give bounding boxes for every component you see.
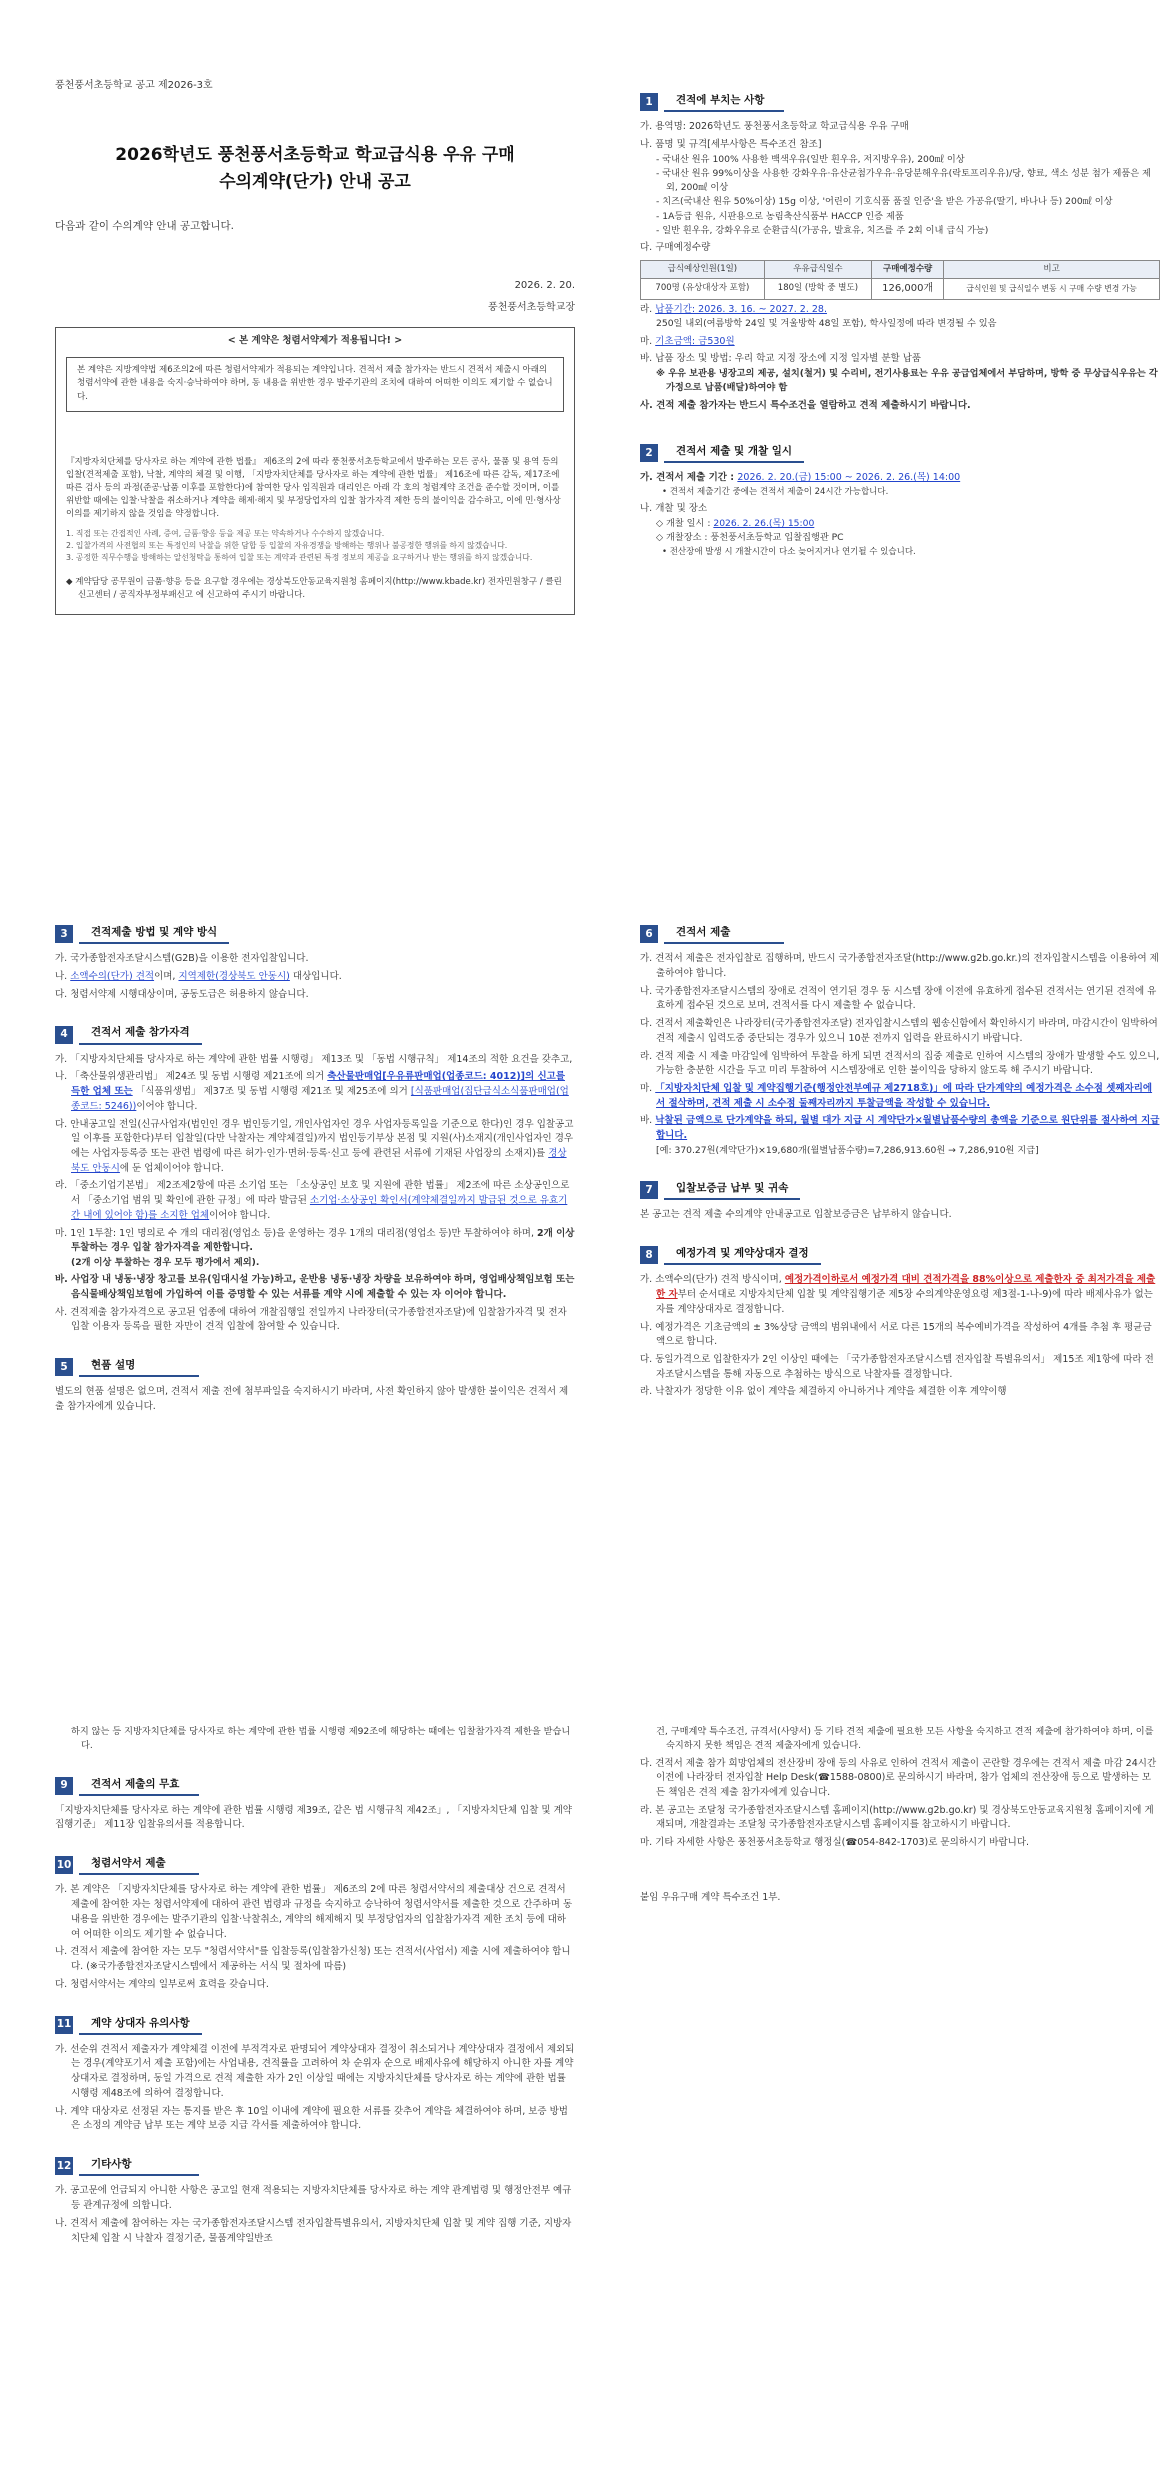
text-fragment: 마. 1인 1투찰: 1인 명의로 수 개의 대리점(영업소 등)을 운영하는 경우 1개의 대리점(영업소 등)만 투찰하여야 하며, xyxy=(55,1227,537,1239)
text-fragment: 「식품위생법」 제37조 및 동법 시행령 제21조 및 제25조에 의거 xyxy=(132,1086,411,1098)
misc-b-continued: 건, 구매계약 특수조건, 규격서(사양서) 등 기타 견적 제출에 필요한 모든 사항을 숙지하고 견적 제출에 참가하여야 하며, 이를 숙지하지 못한 책임은 견적 제출자에게 있습니다. xyxy=(656,1726,1154,1752)
decision-d-continued: 하지 않는 등 지방자치단체를 당사자로 하는 계약에 관한 법률 시행령 제92조에 해당하는 때에는 입찰참가자격 제한을 받습니다. xyxy=(71,1726,571,1752)
section-title: 견적서 제출 참가자격 xyxy=(79,1024,202,1044)
section-12-header xyxy=(55,2156,575,2176)
intro-text: 다음과 같이 수의계약 안내 공고합니다. xyxy=(55,219,234,232)
opening-date-value: 2026. 2. 26.(목) 15:00 xyxy=(713,518,815,530)
submission-period-value: 2026. 2. 20.(금) 15:00 ~ 2026. 2. 26.(목) 14:00 xyxy=(737,472,961,484)
opening-note: • 전산장애 발생 시 개찰시간이 다소 늦어지거나 연기될 수 있습니다. xyxy=(662,546,916,557)
list-item: 3. 공정한 직무수행을 방해하는 알선청탁을 통하여 입찰 또는 계약과 관련된 특정 정보의 제공을 요구하거나 받는 행위를 하지 않겠습니다. xyxy=(66,552,533,562)
document-title xyxy=(55,142,575,196)
payment-rule: 낙찰된 금액으로 단가계약을 하되, 월별 대가 지급 시 계약단가×월별납품수량의 총액을 기준으로 원단위를 절사하여 지급합니다. xyxy=(655,1115,1160,1142)
decimal-rule: 「지방자치단체 입찰 및 계약집행기준(행정안전부예규 제2718호)」에 따라 단가계약의 예정가격은 소수점 셋째자리에서 절삭하며, 견적 제출 시 소수점 둘째자리까지 투찰금액을 작성할 수 있습니다. xyxy=(655,1083,1153,1109)
misc-c: 다. 견적서 제출 참가 희망업체의 전산장비 장애 등의 사유로 인하여 견적서 제출이 곤란할 경우에는 견적서 제출 마감 24시간 이전에 나라장터 전자입찰 Help Desk(☎1588-0800)로 문의하시기 바라며, 참가 업체의 전산장애 등으로 발생하는 모든 책임은 견적 제출 참가자에게 있습니다. xyxy=(640,1757,1157,1798)
contract-type: 소액수의(단가) 견적 xyxy=(70,970,155,982)
section-title: 예정가격 및 계약상대자 결정 xyxy=(664,1245,821,1265)
contractor-a: 가. 선순위 견적서 제출자가 계약체결 이전에 부적격자로 판명되어 계약상대자 결정이 취소되거나 계약상대자 결정에서 제외되는 경우(계약포기서 제출 포함)에는 사업내용, 견적률을 고려하여 차 순위자 순으로 배제사유에 해당하지 아니한 자를 계약상대자로 결정하며, 동일 가격으로 견적 제출한 자가 2인 이상일 때에는 지방자치단체를 당사자로 하는 계약에 관한 법률 시행령 제48조에 의하여 결정합니다. xyxy=(55,2043,575,2099)
section-title: 입찰보증금 납부 및 귀속 xyxy=(664,1180,800,1200)
submit-a: 가. 견적서 제출은 전자입찰로 집행하며, 반드시 국가종합전자조달(http://www.g2b.go.kr.)의 전자입찰시스템을 이용하여 제출하여야 합니다. xyxy=(640,953,1159,979)
ethics-box-inner: 본 계약은 지방계약법 제6조의2에 따른 청렴서약제가 적용되는 계약입니다. 견적서 제출 참가자는 반드시 견적서 제출시 아래의 청렴서약에 관한 내용을 숙지·승낙하여야 하며, 동 내용을 위반한 경우 발주기관의 조치에 대하여 어떠한 이의도 제기할 수 없습니다. xyxy=(66,357,564,412)
section-11-header xyxy=(55,2015,575,2035)
ethics-box-list xyxy=(66,528,564,564)
qual-b xyxy=(55,1070,575,1114)
ethics-box xyxy=(55,327,575,615)
table-cell: 180일 (방학 중 별도) xyxy=(764,279,871,300)
section-title: 견적서 제출 xyxy=(664,924,784,944)
quantity-table xyxy=(640,260,1160,300)
table-header: 비고 xyxy=(944,260,1160,278)
pledge-a: 가. 본 계약은 「지방자치단체를 당사자로 하는 계약에 관한 법률」 제6조의 2에 따른 청렴서약서의 제출대상 건으로 견적서 제출에 참여한 자는 청렴서약제에 대하여 관련 법령과 규정을 숙지하고 승낙하여 청렴서약서를 제출한 것으로 간주하며 동 내용을 위반한 경우에는 발주기관의 입찰·낙찰취소, 계약의 해제해지 및 부정당업자의 입찰참가자격 제한 조치 등에 대하여 어떠한 이의도 제기할 수 없습니다. xyxy=(55,1884,573,1940)
service-name: 가. 용역명: 2026학년도 풍천풍서초등학교 학교급식용 우유 구매 xyxy=(640,121,909,133)
one-bid-note: (2개 이상 투찰하는 경우 모두 평가에서 제외). xyxy=(71,1257,260,1269)
section-number: 5 xyxy=(55,1358,73,1376)
item-explanation: 별도의 현품 설명은 없으며, 견적서 제출 전에 첨부파일을 숙지하시기 바라며, 사전 확인하지 않아 발생한 불이익은 견적서 제출 참가자에게 있습니다. xyxy=(55,1386,569,1413)
item-label: 바. xyxy=(640,1115,656,1127)
decision-a xyxy=(640,1273,1160,1317)
item-label: 마. xyxy=(640,335,656,347)
one-bid-rule: 2개 이상 투찰하는 경우 입찰 참가자격을 제한합니다. xyxy=(71,1227,575,1254)
section-title: 견적서 제출의 무효 xyxy=(79,1776,199,1796)
section-title: 청렴서약서 제출 xyxy=(79,1855,199,1875)
delivery-period xyxy=(640,303,1160,318)
pledge-c: 다. 청렴서약서는 계약의 일부로써 효력을 갖습니다. xyxy=(55,1978,269,1990)
text-fragment: 에 둔 업체이어야 합니다. xyxy=(119,1162,224,1174)
text-fragment: 다. 안내공고일 전일(신규사업자(법인인 경우 법인등기일, 개인사업자인 경우 사업자등록일을 기준으로 한다)인 경우 입찰공고일 이후를 포함한다)부터 입찰일(다만 낙찰자는 계약체결일)까지 법인등기부상 본점 및 지원(사)소재지(개인사업자인 경우에는 사업자등록증 또는 관련 법령에 따른 허가·인가·면허·등록·신고 등에 관련된 서류에 기재된 사업장의 소재지)를 xyxy=(55,1118,574,1159)
list-item: 1. 직접 또는 간접적인 사례, 증여, 금품·향응 등을 제공 또는 약속하거나 수수하지 않겠습니다. xyxy=(66,528,385,538)
invalid-text: 「지방자치단체를 당사자로 하는 계약에 관한 법률 시행령 제39조, 같은 법 시행규칙 제42조」, 「지방자치단체 입찰 및 계약집행기준」 제11장 입찰유의서를 적용합니다. xyxy=(55,1804,572,1831)
table-cell: 126,000개 xyxy=(872,279,944,300)
submission-period xyxy=(640,471,1160,486)
list-item: 2. 입찰가격의 사전협의 또는 특정인의 낙찰을 위한 담합 등 입찰의 자유경쟁을 방해하는 행위나 불공정한 행위를 하지 않겠습니다. xyxy=(66,540,508,550)
text-fragment: 이어야 합니다. xyxy=(209,1209,271,1221)
section-number: 9 xyxy=(55,1777,73,1795)
section-number: 11 xyxy=(55,2016,73,2034)
item-label: ◇ 개찰 일시 : xyxy=(656,518,714,530)
decision-d: 라. 낙찰자가 정당한 이유 없이 계약을 체결하지 아니하거나 계약을 체결한 이후 계약이행 xyxy=(640,1386,1007,1398)
ethics-box-title: < 본 계약은 청렴서약제가 적용됩니다! > xyxy=(227,335,403,347)
method-b xyxy=(55,970,575,985)
page-1 xyxy=(55,78,575,615)
opening-label: 나. 개찰 및 장소 xyxy=(640,503,708,515)
business-type-1: 축산물판매업[우유류판매업(업종코드: 4012)]의 신고를 득한 업체 또는 xyxy=(71,1071,566,1098)
list-item: - 치즈(국내산 원유 50%이상) 15g 이상, '어린이 기호식품 품질 인증'을 받은 가공유(딸기, 바나나 등) 200㎖ 이상 xyxy=(656,196,1113,208)
section-number: 2 xyxy=(640,444,658,462)
text-fragment: 라. 「중소기업기본법」 제2조제2항에 따른 소기업 또는 「소상공인 보호 및 지원에 관한 법률」 제2조에 따른 소상공인으로서 「중소기업 범위 및 확인에 관한 규정」에 따라 발급된 xyxy=(55,1180,570,1207)
table-row xyxy=(641,279,1160,300)
misc-e: 마. 기타 자세한 사항은 풍천풍서초등학교 행정실(☎054-842-1703)로 문의하시기 바랍니다. xyxy=(640,1837,1030,1849)
contractor-b: 나. 계약 대상자로 선정된 자는 통지를 받은 후 10일 이내에 계약에 필요한 서류를 갖추어 계약을 체결하여야 하며, 보증 방법은 소정의 계약금 납부 또는 계약 보증 지급 각서를 제출하여야 합니다. xyxy=(55,2105,568,2132)
section-5-header xyxy=(55,1357,575,1377)
text-fragment: 가. 소액수의(단가) 견적 방식이며, xyxy=(640,1274,785,1286)
qual-d xyxy=(55,1179,575,1223)
method-a: 가. 국가종합전자조달시스템(G2B)을 이용한 전자입찰입니다. xyxy=(55,953,309,965)
section-4-header xyxy=(55,1024,575,1044)
special-conditions-notice: 사. 견적 제출 참가자는 반드시 특수조건을 열람하고 견적 제출하시기 바랍니다. xyxy=(640,399,971,411)
section-2-header xyxy=(640,443,1160,463)
submit-d: 라. 견적 제출 시 제출 마감일에 임박하여 투찰을 하게 되면 견적서의 집중 제출로 인하여 시스템의 장애가 발생할 수도 있으니, 가능한 충분한 시간을 두고 미리 투찰하여 시스템장애로 인한 불이익을 당하지 않도록 해 주시기 바랍니다. xyxy=(640,1050,1160,1077)
text-fragment: 나. 「축산물위생관리법」 제24조 및 동법 시행령 제21조에 의거 xyxy=(55,1071,328,1083)
qual-f: 바. 사업장 내 냉동·냉장 창고를 보유(임대시설 가능)하고, 운반용 냉동·냉장 차량을 보유하여야 하며, 영업배상책임보험 또는 음식물배상책임보험에 가입하여 이를 증명할 수 있는 서류를 계약 시에 제출할 수 있는 자 이어야 합니다. xyxy=(55,1274,575,1300)
submit-e xyxy=(640,1082,1160,1111)
section-number: 8 xyxy=(640,1246,658,1264)
section-title: 기타사항 xyxy=(79,2156,199,2176)
table-header: 우유급식일수 xyxy=(764,260,871,278)
qual-e xyxy=(55,1227,575,1256)
table-header: 구매예정수량 xyxy=(872,260,944,278)
table-header-row xyxy=(641,260,1160,278)
page-6 xyxy=(640,1725,1160,1906)
qual-c xyxy=(55,1118,575,1177)
attachment-note: 붙임 우유구매 계약 특수조건 1부. xyxy=(640,1891,781,1903)
section-number: 10 xyxy=(55,1856,73,1874)
base-price xyxy=(640,335,1160,350)
opening-date xyxy=(640,517,1160,531)
section-3-header xyxy=(55,924,575,944)
section-number: 1 xyxy=(640,93,658,111)
section-title: 현품 설명 xyxy=(79,1357,199,1377)
item-label: 마. xyxy=(640,1083,656,1095)
base-price-value: 기초금액: 금530원 xyxy=(655,335,735,347)
section-title: 견적서 제출 및 개찰 일시 xyxy=(664,443,804,463)
section-title: 견적에 부치는 사항 xyxy=(664,92,784,112)
decision-b: 나. 예정가격은 기초금액의 ± 3%상당 금액의 범위내에서 서로 다른 15개의 복수예비가격을 작성하여 4개를 추첨 후 평균금액으로 합니다. xyxy=(640,1321,1152,1348)
qual-a: 가. 「지방자치단체를 당사자로 하는 계약에 관한 법률 시행령」 제13조 및 「동법 시행규칙」 제14조의 적한 요건을 갖추고, xyxy=(55,1053,573,1065)
page-5 xyxy=(55,1725,575,2246)
submit-c: 다. 견적서 제출확인은 나라장터(국가종합전자조달) 전자입찰시스템의 웹송신함에서 확인하시기 바라며, 마감시간이 임박하여 견적 제출시 입력도중 중단되는 경우가 있으니 10분 전까지 입력을 완료하시기 바랍니다. xyxy=(640,1018,1158,1044)
section-7-header xyxy=(640,1180,1160,1200)
delivery-place-note: ※ 우유 보관용 냉장고의 제공, 설치(철거) 및 수리비, 전기사용료는 우유 공급업체에서 부담하며, 방학 중 무상급식우유는 각 가정으로 납품(배달)하여야 함 xyxy=(656,368,1158,394)
section-number: 3 xyxy=(55,925,73,943)
item-label: 나. xyxy=(55,970,71,982)
misc-d: 라. 본 공고는 조달청 국가종합전자조달시스템 홈페이지(http://www.g2b.go.kr) 및 경상북도안동교육지원청 홈페이지에 게재되며, 개찰결과는 조달청 국가종합전자조달시스템 홈페이지를 참고하시기 바랍니다. xyxy=(640,1804,1154,1831)
section-number: 7 xyxy=(640,1181,658,1199)
text-fragment: 이어야 합니다. xyxy=(136,1100,198,1112)
delivery-note: 250일 내외(여름방학 24일 및 겨울방학 48일 포함), 학사일정에 따라 변경될 수 있음 xyxy=(656,318,997,330)
table-cell: 급식인원 및 급식일수 변동 시 구매 수량 변경 가능 xyxy=(944,279,1160,300)
deposit-text: 본 공고는 견적 제출 수의계약 안내공고로 입찰보증금은 납부하지 않습니다. xyxy=(640,1209,952,1221)
item-label: 라. xyxy=(640,303,656,315)
notice-date: 2026. 2. 20. xyxy=(514,280,575,292)
section-title: 계약 상대자 유의사항 xyxy=(79,2015,202,2035)
section-1-header xyxy=(640,92,1160,112)
page-3 xyxy=(55,910,575,1415)
table-cell: 700명 (유상대상자 포함) xyxy=(641,279,765,300)
principal-name: 풍천풍서초등학교장 xyxy=(488,301,575,313)
lowest-price-rule: 예정가격이하로서 예정가격 대비 견적가격을 88%이상으로 제출한자 중 최저가격을 제출한 자 xyxy=(656,1274,1156,1301)
text-fragment: 부터 순서대로 지방자치단체 입찰 및 계약집행기준 제5장 수의계약운영요령 제3절-1-나-9)에 따라 배제사유가 없는 자를 계약상대자로 결정합니다. xyxy=(656,1289,1153,1315)
submission-note: • 견적서 제출기간 중에는 견적서 제출이 24시간 가능합니다. xyxy=(662,487,889,498)
misc-a: 가. 공고문에 언급되지 아니한 사항은 공고일 현재 적용되는 지방자치단체를 당사자로 하는 계약 관계법령 및 행정안전부 예규 등 관계규정에 의합니다. xyxy=(55,2185,572,2212)
submit-f xyxy=(640,1114,1160,1143)
opening-place: ◇ 개찰장소 : 풍천풍서초등학교 입찰집행관 PC xyxy=(656,532,844,544)
business-type-2: [식품판매업(집단급식소식품판매업(업종코드: 5246)) xyxy=(71,1086,569,1112)
item-label: 가. 견적서 제출 기간 : xyxy=(640,472,738,484)
section-10-header xyxy=(55,1855,575,1875)
text-fragment: 대상입니다. xyxy=(289,970,342,982)
notice-number: 풍천풍서초등학교 공고 제2026-3호 xyxy=(55,80,213,91)
small-business-cert: 소기업·소상공인 확인서(계약체결일까지 발급된 것으로 유효기간 내에 있어야 함)를 소지한 업체 xyxy=(71,1195,568,1221)
list-item: - 국내산 원유 100% 사용한 백색우유(일반 흰우유, 저지방우유), 200㎖ 이상 xyxy=(656,153,965,165)
title-line-1: 2026학년도 풍천풍서초등학교 학교급식용 우유 구매 xyxy=(115,144,515,165)
ethics-box-report: ◆ 계약담당 공무원이 금품·향응 등을 요구할 경우에는 경상북도안동교육지원청 홈페이지(http://www.kbade.kr) 전자민원창구 / 클린신고센터 / 공직자부정부패신고 에 신고하여 주시기 바랍니다. xyxy=(66,576,562,600)
title-line-2: 수의계약(단가) 안내 공고 xyxy=(219,171,411,192)
section-9-header xyxy=(55,1776,575,1796)
delivery-period-value: 납품기간: 2026. 3. 16. ~ 2027. 2. 28. xyxy=(655,303,827,315)
item-spec: 나. 품명 및 규격[세부사항은 특수조건 참조] xyxy=(640,138,822,150)
table-header: 급식예상인원(1일) xyxy=(641,260,765,278)
region-limit: 지역제한(경상북도 안동시) xyxy=(178,970,290,982)
method-c: 다. 청렴서약제 시행대상이며, 공동도급은 허용하지 않습니다. xyxy=(55,988,309,1000)
misc-b: 나. 견적서 제출에 참여하는 자는 국가종합전자조달시스템 전자입찰특별유의서, 지방자치단체 입찰 및 계약 집행 기준, 지방자치단체 입찰 시 낙찰자 결정기준, 물품계약일반조 xyxy=(55,2217,572,2244)
list-item: - 국내산 원유 99%이상을 사용한 강화우유·유산균첨가우유·유당분해우유(락토프리우유)/당, 향료, 색소 성분 첨가 제품은 제외, 200㎖ 이상 xyxy=(656,167,1151,194)
section-6-header xyxy=(640,924,1160,944)
submit-b: 나. 국가종합전자조달시스템의 장애로 견적이 연기된 경우 동 시스템 장애 이전에 유효하게 접수된 견적서는 연기된 견적에 유효하게 접수된 것으로 보며, 견적서를 다시 제출할 수 없습니다. xyxy=(640,985,1157,1012)
delivery-place: 바. 납품 장소 및 방법: 우리 학교 지정 장소에 지정 일자별 분할 납품 xyxy=(640,353,922,365)
list-item: - 1A등급 원유, 시판용으로 농림축산식품부 HACCP 인증 제품 xyxy=(656,210,904,222)
ethics-box-paragraph: 『지방자치단체를 당사자로 하는 계약에 관한 법률』 제6조의 2에 따라 풍천풍서초등학교에서 발주하는 모든 공사, 물품 및 용역 등의 입찰(견적제출 포함), 낙찰, 계약의 체결 및 이행, 「지방자치단체를 당사자로 하는 계약에 관한 법률」 제16조에 따른 감독, 제17조에 따른 검사 등의 과정(준공·납품 이후를 포함한다)에 참여한 당사 임직원과 대리인은 아래 각 호의 청렴계약 조건을 준수할 것이며, 이를 위반할 때에는 입찰·낙찰을 취소하거나 계약을 해제·해지 및 부정당업자의 입찰 참가자격 제한 등의 불이익을 감수하고, 이에 민·형사상 이의를 제기하지 않을 것임을 약정합니다. xyxy=(66,456,561,520)
region-name: 경상북도 안동시 xyxy=(71,1148,567,1174)
purchase-quantity-label: 다. 구매예정수량 xyxy=(640,242,711,254)
section-number: 4 xyxy=(55,1026,73,1044)
text-fragment: 이며, xyxy=(154,970,179,982)
section-title: 견적제출 방법 및 계약 방식 xyxy=(79,924,229,944)
payment-example: [예: 370.27원(계약단가)×19,680개(월별납품수량)=7,286,913.60원 → 7,286,910원 지급] xyxy=(656,1144,1039,1156)
list-item: - 일반 흰우유, 강화우유로 순환급식(가공유, 발효유, 치즈를 주 2회 이내 급식 가능) xyxy=(656,224,989,236)
section-8-header xyxy=(640,1245,1160,1265)
page-2 xyxy=(640,78,1160,559)
page-4 xyxy=(640,910,1160,1400)
section-number: 12 xyxy=(55,2157,73,2175)
section-number: 6 xyxy=(640,925,658,943)
pledge-b: 나. 견적서 제출에 참여한 자는 모두 "청렴서약서"를 입찰등록(입찰참가신청) 또는 견적서(사업서) 제출 시에 제출하여야 합니다. (※국가종합전자조달시스템에서 제공하는 서식 및 절차에 따름) xyxy=(55,1946,571,1973)
decision-c: 다. 동일가격으로 입찰한자가 2인 이상인 때에는 「국가종합전자조달시스템 전자입찰 특별유의서」 제15조 제1항에 따라 전자조달시스템을 통해 자동으로 추첨하는 방식으로 낙찰자를 결정합니다. xyxy=(640,1353,1154,1380)
qual-g: 사. 견적제출 참가자격으로 공고된 업종에 대하여 개찰집행일 전일까지 나라장터(국가종합전자조달)에 입찰참가자격 및 전자입찰 이용자 등록을 필한 자만이 견적 입찰에 참여할 수 있습니다. xyxy=(55,1306,567,1333)
